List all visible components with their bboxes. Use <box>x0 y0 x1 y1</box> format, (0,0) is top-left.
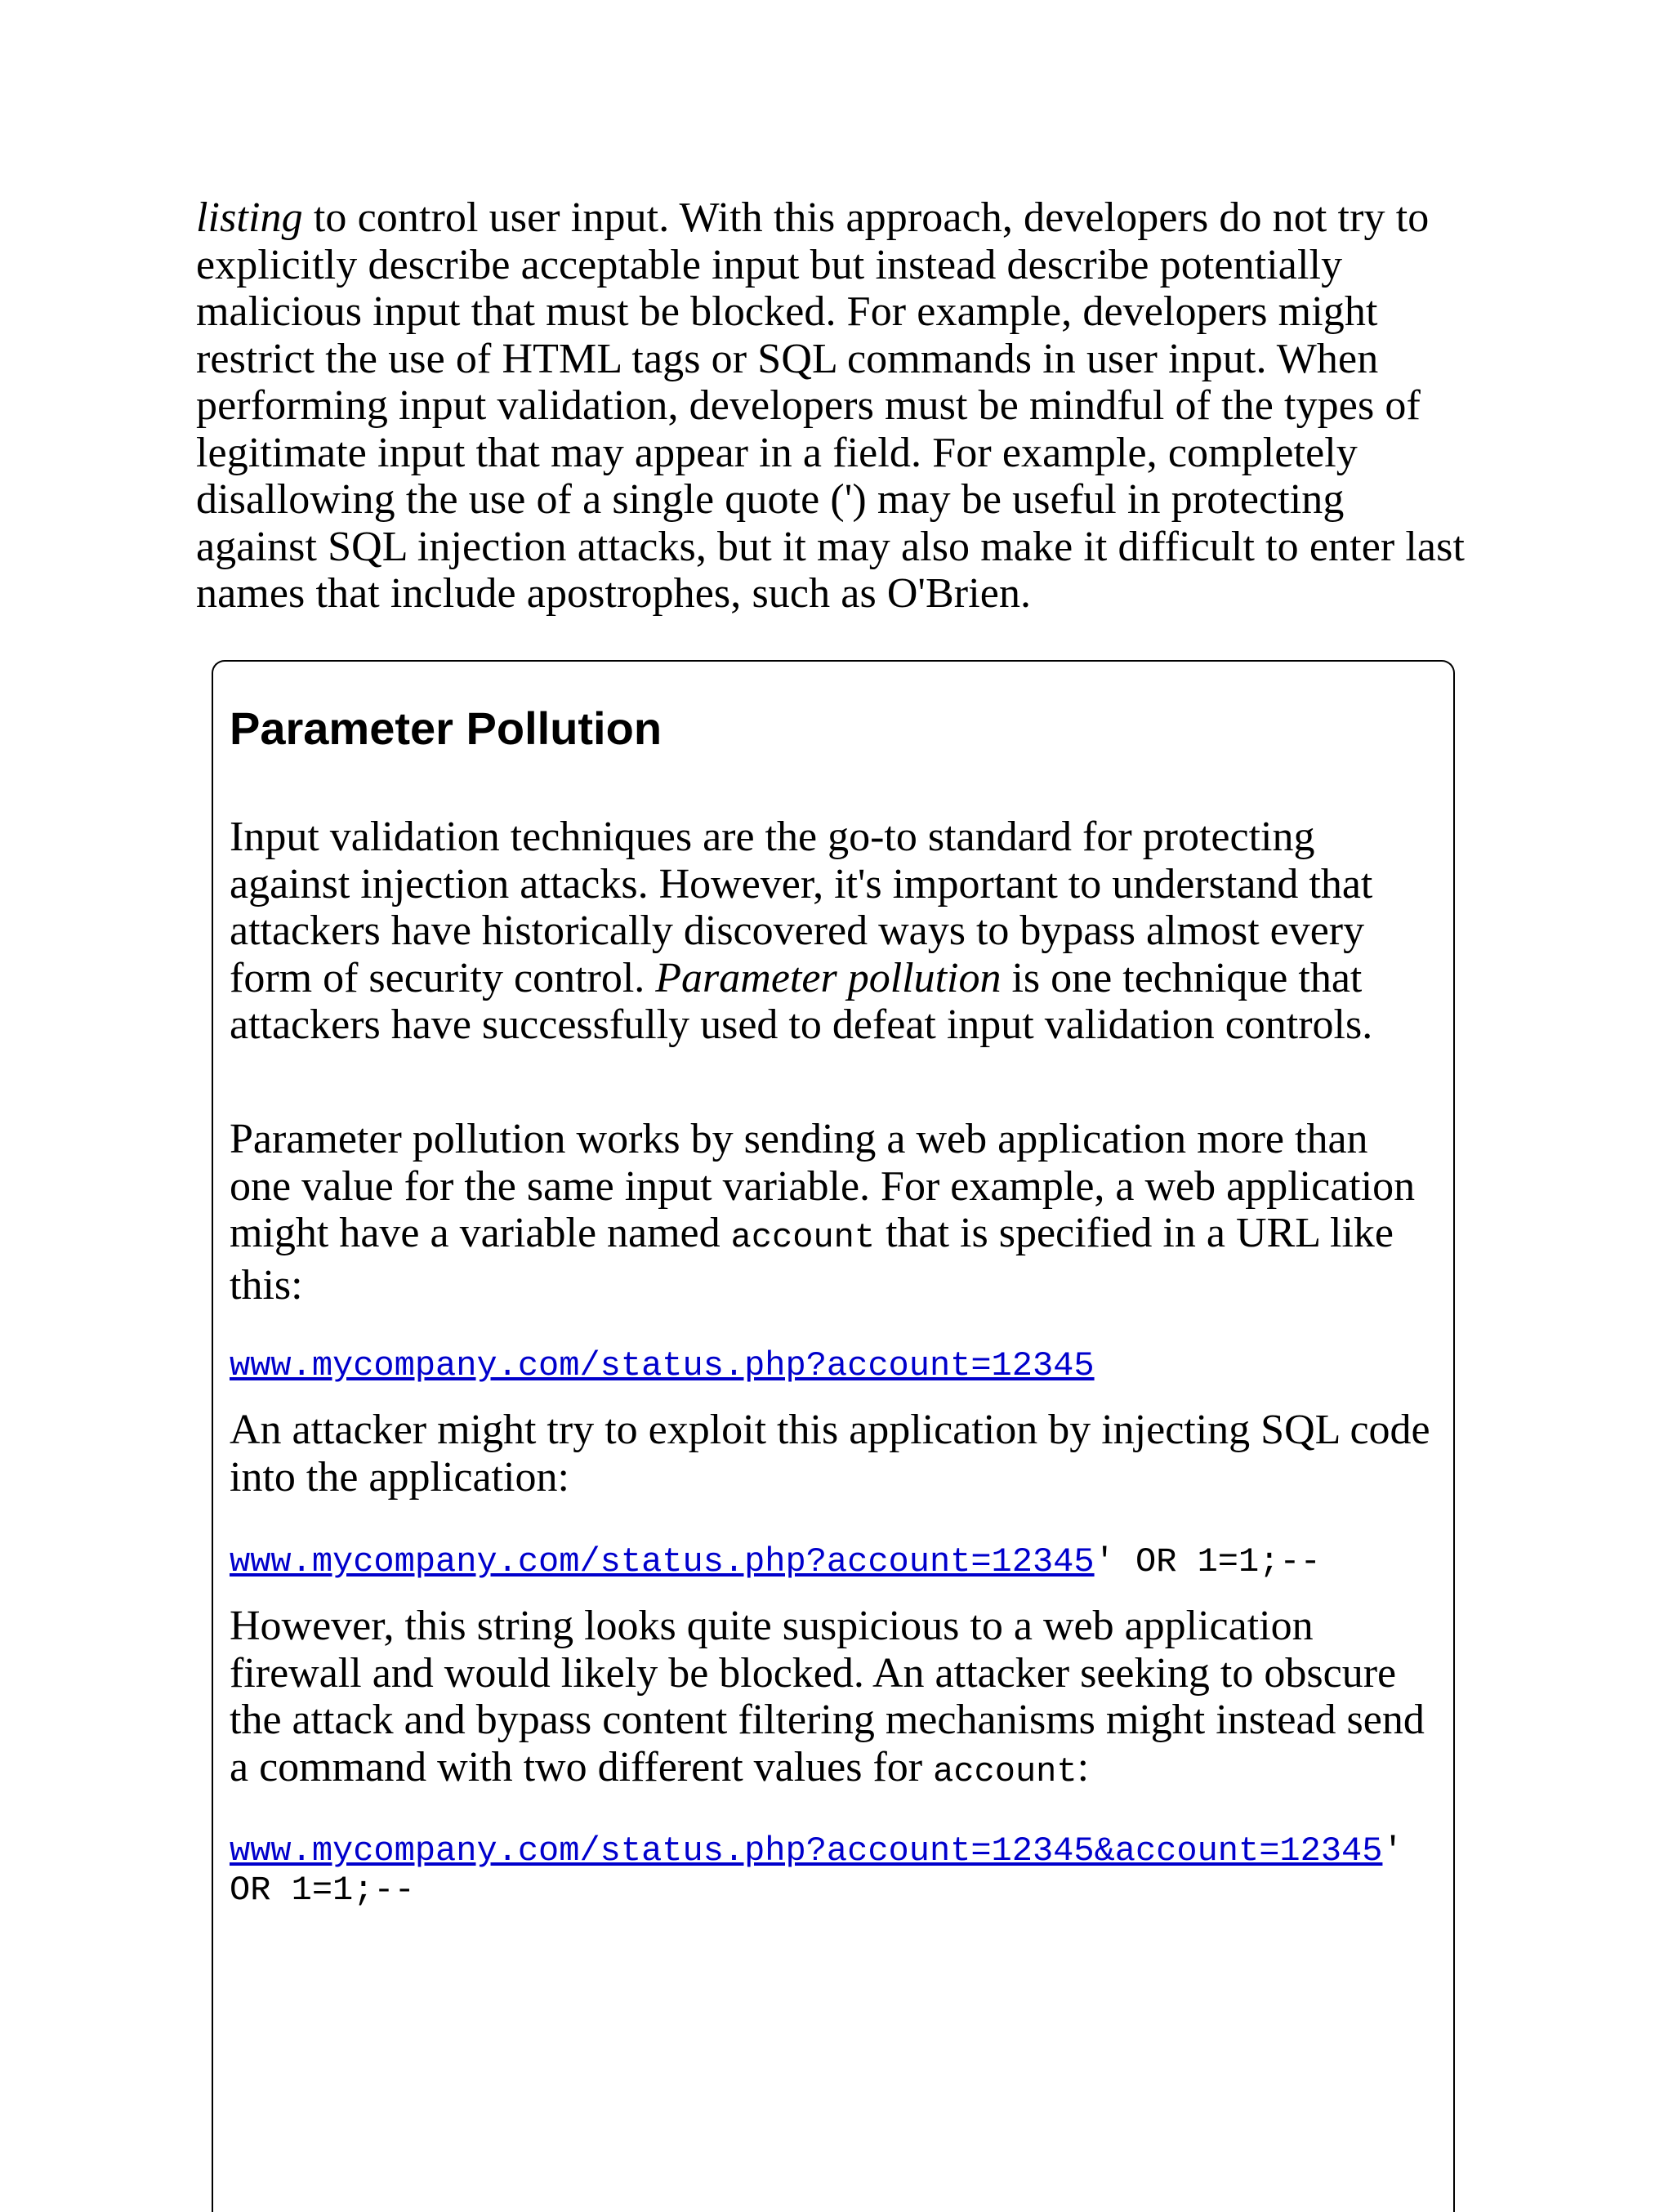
p4-text-before: However, this string looks quite suspicious to a web application firewall and would likely be blocked. An attacker seeking to obscure the attack and bypass content filtering mechanisms might instead send a command with two different values for <box>230 1603 1425 1791</box>
p1-text-before: Input validation techniques are the go-to standard for protecting against injection attacks. However, it's important to understand that attackers have historically discovered ways to bypass almost every form of security control. <box>230 814 1373 1001</box>
p2-text-before: Parameter pollution works by sending a web application more than one value for the same input variable. For example, a web application might have a variable named <box>230 1116 1416 1256</box>
p2-text-after: that is specified in a URL like this: <box>230 1210 1394 1309</box>
sidebar-paragraph-1 <box>230 814 1439 1049</box>
intro-italic-term: listing <box>196 194 303 241</box>
p2-inline-code: account <box>730 1218 876 1257</box>
sidebar-paragraph-2 <box>230 1116 1439 1309</box>
url-example-3-injection: ' OR 1=1;-- <box>230 1831 1424 1910</box>
url-example-1 <box>230 1346 1439 1385</box>
parameter-pollution-sidebar <box>212 660 1455 2212</box>
sidebar-paragraph-3: An attacker might try to exploit this application by injecting SQL code into the application: <box>230 1407 1430 1501</box>
intro-paragraph <box>196 194 1470 618</box>
url-example-1-link[interactable]: www.mycompany.com/status.php?account=12345 <box>230 1346 1095 1385</box>
url-example-3 <box>230 1831 1439 1910</box>
sidebar-title: Parameter Pollution <box>230 702 663 754</box>
url-example-2-injection: ' OR 1=1;-- <box>1094 1542 1321 1581</box>
url-example-3-link[interactable]: www.mycompany.com/status.php?account=12345&account=12345 <box>230 1831 1383 1871</box>
p1-italic-term: Parameter pollution <box>655 954 1002 1001</box>
intro-text: to control user input. With this approach, developers do not try to explicitly describe acceptable input but instead describe potentially malicious input that must be blocked. For example, developers might restrict the use of HTML tags or SQL commands in user input. When performing input validation, developers must be mindful of the types of legitimate input that may appear in a field. For example, completely disallowing the use of a single quote (') may be useful in protecting against SQL injection attacks, but it may also make it difficult to enter last names that include apostrophes, such as O'Brien. <box>196 194 1465 617</box>
url-example-2-link[interactable]: www.mycompany.com/status.php?account=12345 <box>230 1542 1095 1581</box>
p1-text-after: is one technique that attackers have successfully used to defeat input validation controls. <box>230 954 1373 1048</box>
url-example-2 <box>230 1542 1439 1581</box>
p4-text-after: : <box>1077 1743 1090 1791</box>
sidebar-paragraph-4 <box>230 1603 1439 1795</box>
p4-inline-code: account <box>933 1751 1077 1791</box>
